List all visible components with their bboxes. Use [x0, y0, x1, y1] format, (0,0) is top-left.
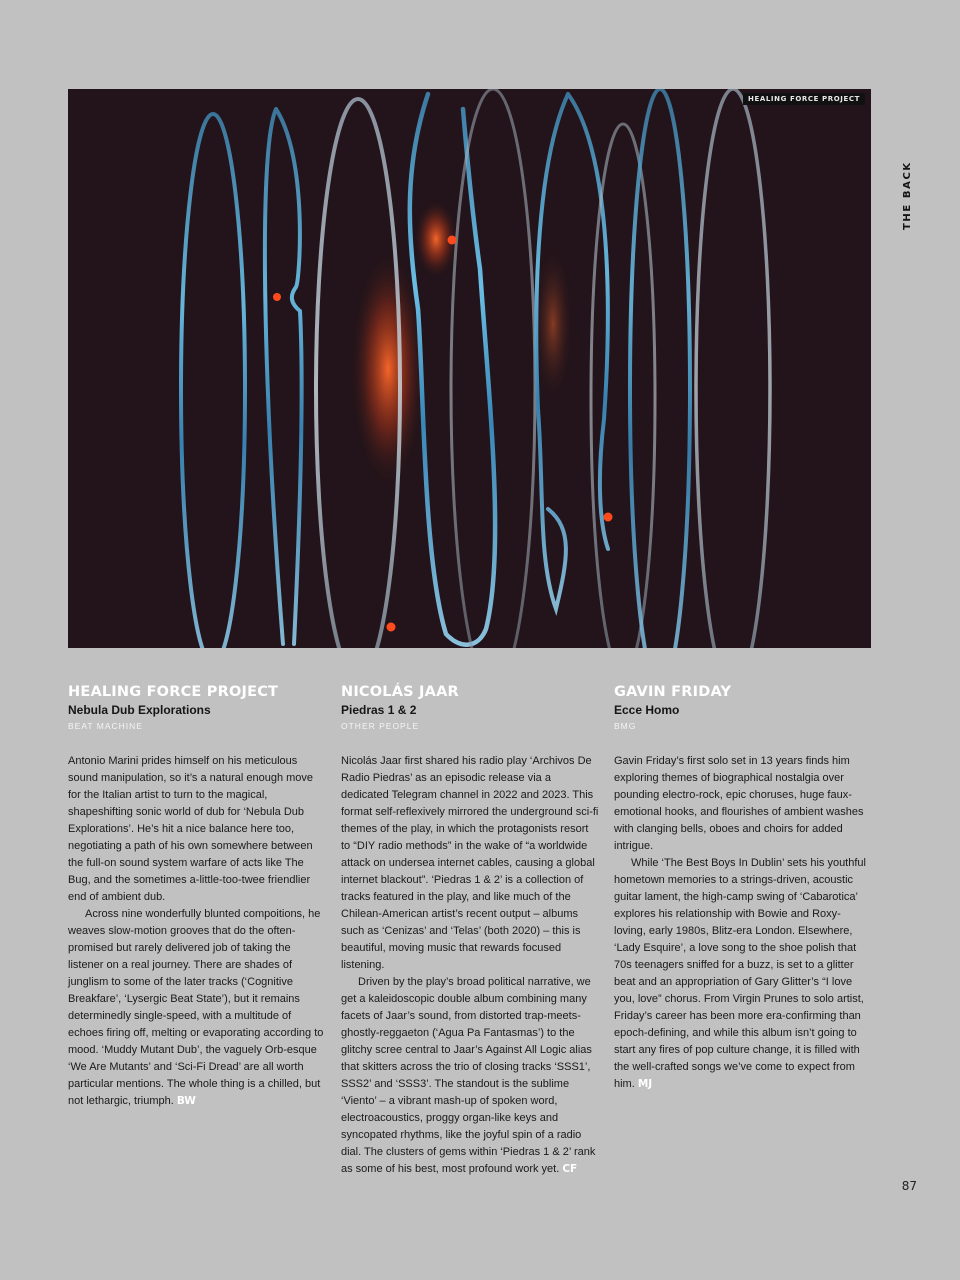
album-artwork	[68, 89, 871, 648]
review-paragraph: Nicolás Jaar first shared his radio play ‘Archivos De Radio Piedras’ as an episodic release via a dedicated Telegram channel in 2022 and 2023. This format self-reflexively mirrored the underground sci-fi themes of the play, in which the protagonists resort to “DIY radio methods” in the wake of “a worldwide attack on undersea internet cables, causing a global internet blackout”. ‘Piedras 1 & 2’ is a collection of tracks featured in the play, and like much of the Chilean-American artist’s recent output – albums such as ‘Cenizas’ and ‘Telas’ (both 2020) – this is beautiful, moving music that rewards focused listening.	[341, 755, 599, 971]
record-label: BEAT MACHINE	[68, 721, 143, 731]
reviewer-initials: CF	[562, 1163, 578, 1175]
album-title: Ecce Homo	[614, 703, 680, 717]
review-body	[614, 753, 872, 1093]
review-healing-force-project	[68, 684, 326, 1110]
review-paragraph: Across nine wonderfully blunted compoitions, he weaves slow-motion grooves that do the often-promised but rarely delivered job of taking the listener on a real journey. There are shades of junglism to some of the later tracks (‘Cognitive Breakfare’, ‘Lysergic Beat State’), but it remains determinedly single-speed, with a multitude of echoes firing off, melting or evaporating according to mood. ‘Muddy Mutant Dub’, the vaguely Orb-esque ‘We Are Mutants’ and ‘Sci-Fi Dread’ are all worth particular mentions. The whole thing is a chilled, but not lethargic, triumph. BW	[68, 908, 324, 1107]
review-paragraph: Gavin Friday’s first solo set in 13 years finds him exploring themes of biographical nostalgia over pounding electro-rock, epic choruses, huge faux-emotional hooks, and flourishes of ambient washes with clanging bells, oboes and choirs for added intrigue.	[614, 755, 864, 852]
review-paragraph: While ‘The Best Boys In Dublin’ sets his youthful hometown memories to a strings-driven, acoustic guitar lament, the high-camp swing of ‘Cabarotica’ explores his relationship with Bowie and Roxy-loving, early 1980s, Blitz-era London. Elsewhere, ‘Lady Esquire’, a love song to the shoe polish that 70s teenagers sniffed for a buzz, is set to a glitter beat and an appropriation of Gary Glitter’s “I love you, love” chorus. From Virgin Prunes to solo artist, Friday’s career has been more era-confirming than epoch-defining, and while this album isn’t going to start any fires of pop culture change, it is filled with the well-crafted songs we’ve come to expect from him. MJ	[614, 857, 866, 1090]
reviewer-initials: BW	[176, 1095, 196, 1107]
review-nicolas-jaar	[341, 684, 599, 1178]
review-body	[68, 753, 326, 1110]
album-title: Nebula Dub Explorations	[68, 703, 211, 717]
artist-name: NICOLÁS JAAR	[341, 684, 459, 700]
artist-name: GAVIN FRIDAY	[614, 684, 732, 700]
review-paragraph: Driven by the play’s broad political narrative, we get a kaleidoscopic double album combining many facets of Jaar’s sound, from distorted trap-meets-ghostly-reggaeton (‘Agua Pa Fantasmas’) to the glitchy scree central to Jaar’s Against All Logic alias that skitters across the trio of closing tracks ‘SSS1’, SSS2’ and ‘SSS3’. The standout is the sublime ‘Viento’ – a vibrant mash-up of spoken word, electroacoustics, proggy organ-like keys and syncopated rhythms, like the joyful spin of a radio dial. The clusters of gems within ‘Piedras 1 & 2’ rank as some of his best, most profound work yet. CF	[341, 976, 596, 1175]
artwork-illustration	[68, 89, 871, 648]
album-title: Piedras 1 & 2	[341, 703, 417, 717]
review-gavin-friday	[614, 684, 872, 1093]
review-body	[341, 753, 599, 1178]
review-paragraph: Antonio Marini prides himself on his meticulous sound manipulation, so it’s a natural enough move for the Italian artist to turn to the magical, shapeshifting sonic world of dub for ‘Nebula Dub Explorations’. He’s hit a nice balance here too, negotiating a path of his own somewhere between the full-on sound system warfare of acts like The Bug, and the sometimes a-little-too-twee friendlier end of ambient dub.	[68, 755, 314, 903]
page-number: 87	[901, 1179, 917, 1193]
section-label	[898, 160, 924, 230]
record-label: OTHER PEOPLE	[341, 721, 420, 731]
reviewer-initials: MJ	[637, 1078, 653, 1090]
section-label-text: THE BACK	[902, 161, 913, 230]
record-label: BMG	[614, 721, 637, 731]
artist-name: HEALING FORCE PROJECT	[68, 684, 279, 700]
image-caption: HEALING FORCE PROJECT	[743, 93, 865, 105]
